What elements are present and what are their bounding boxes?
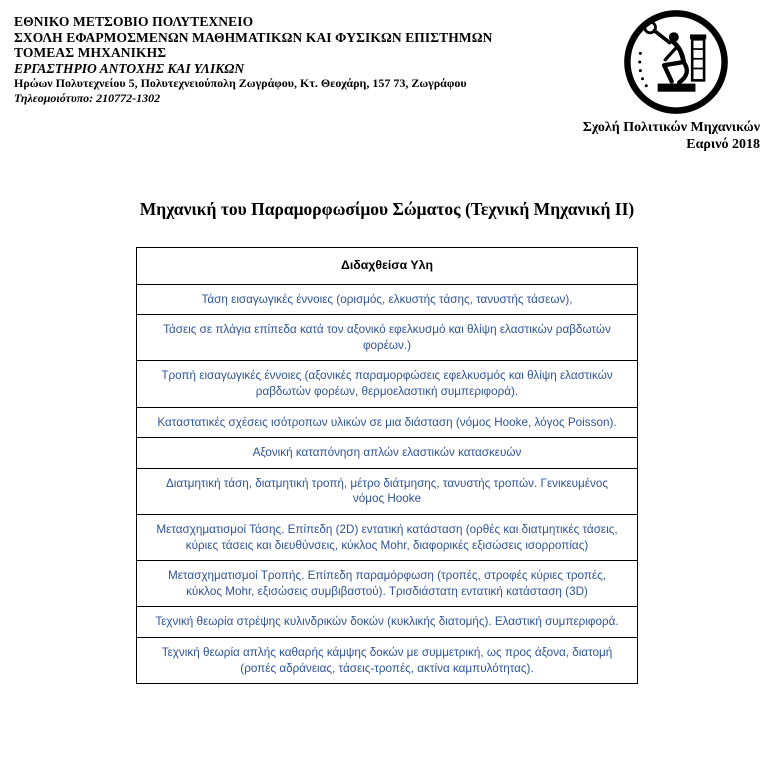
laboratory-name: ΕΡΓΑΣΤΗΡΙΟ ΑΝΤΟΧΗΣ ΚΑΙ ΥΛΙΚΩΝ: [14, 60, 245, 76]
table-row: Τροπή εισαγωγικές έννοιες (αξονικές παραμορφώσεις εφελκυσμός και θλίψη ελαστικών ραβδωτών φορέων, θερμοελαστική συμπεριφορά).: [137, 360, 637, 406]
table-row: Αξονική καταπόνηση απλών ελαστικών κατασκευών: [137, 437, 637, 468]
table-row: Καταστατικές σχέσεις ισότροπων υλικών σε μια διάσταση (νόμος Hooke, λόγος Poisson).: [137, 407, 637, 438]
institution-name: ΕΘΝΙΚΟ ΜΕΤΣΟΒΙΟ ΠΟΛΥΤΕΧΝΕΙΟ: [14, 14, 254, 29]
letterhead: [14, 12, 760, 153]
ntua-seal-logo: [622, 8, 730, 116]
address-line: Ηρώων Πολυτεχνείου 5, Πολυτεχνειούπολη Ζωγράφου, Κτ. Θεοχάρη, 157 73, Ζωγράφου: [14, 76, 467, 90]
fax-line: Τηλεομοιότυπο: 210772-1302: [14, 91, 161, 105]
syllabus-table: [136, 247, 638, 684]
semester-label: Εαρινό 2018: [686, 137, 760, 152]
table-row: Μετασχηματισμοί Τροπής. Επίπεδη παραμόρφωση (τροπές, στροφές κύριες τροπές, κύκλος Mohr, εξισώσεις συμβιβαστού). Τρισδιάστατη εντατική κατάσταση (3D): [137, 560, 637, 606]
syllabus-table-header: Διδαχθείσα Υλη: [341, 258, 433, 272]
table-row: Μετασχηματισμοί Τάσης. Επίπεδη (2D) εντατική κατάσταση (ορθές και διατμητικές τάσεις, κύριες τάσεις και διευθύνσεις, κύκλος Mohr, διαφορικές εξισώσεις ισορροπίας): [137, 514, 637, 560]
course-title: Μηχανική του Παραμορφωσίμου Σώματος (Τεχνική Μηχανική ΙΙ): [139, 199, 635, 219]
table-row: Τεχνική θεωρία απλής καθαρής κάμψης δοκών με συμμετρική, ως προς άξονα, διατομή (ροπές αδράνειας, τάσεις-τροπές, ακτίνα καμπυλότητας).: [137, 637, 637, 683]
letterhead-left-block: [14, 12, 493, 106]
table-row: Τάση εισαγωγικές έννοιες (ορισμός, ελκυστής τάσης, τανυστής τάσεων),: [137, 284, 637, 315]
table-row: Διατμητική τάση, διατμητική τροπή, μέτρο διάτμησης, τανυστής τροπών. Γενικευμένος νόμος Hooke: [137, 468, 637, 514]
target-school-label: Σχολή Πολιτικών Μηχανικών: [582, 120, 760, 135]
letterhead-right-block: [548, 12, 760, 153]
faculty-name: ΣΧΟΛΗ ΕΦΑΡΜΟΣΜΕΝΩΝ ΜΑΘΗΜΑΤΙΚΩΝ ΚΑΙ ΦΥΣΙΚΩΝ ΕΠΙΣΤΗΜΩΝ: [14, 29, 493, 45]
table-row: Τεχνική θεωρία στρέψης κυλινδρικών δοκών (κυκλικής διατομής). Ελαστική συμπεριφορά.: [137, 606, 637, 637]
department-name: ΤΟΜΕΑΣ ΜΗΧΑΝΙΚΗΣ: [14, 45, 167, 60]
table-row: Τάσεις σε πλάγια επίπεδα κατά τον αξονικό εφελκυσμό και θλίψη ελαστικών ραβδωτών φορέων.): [137, 314, 637, 360]
